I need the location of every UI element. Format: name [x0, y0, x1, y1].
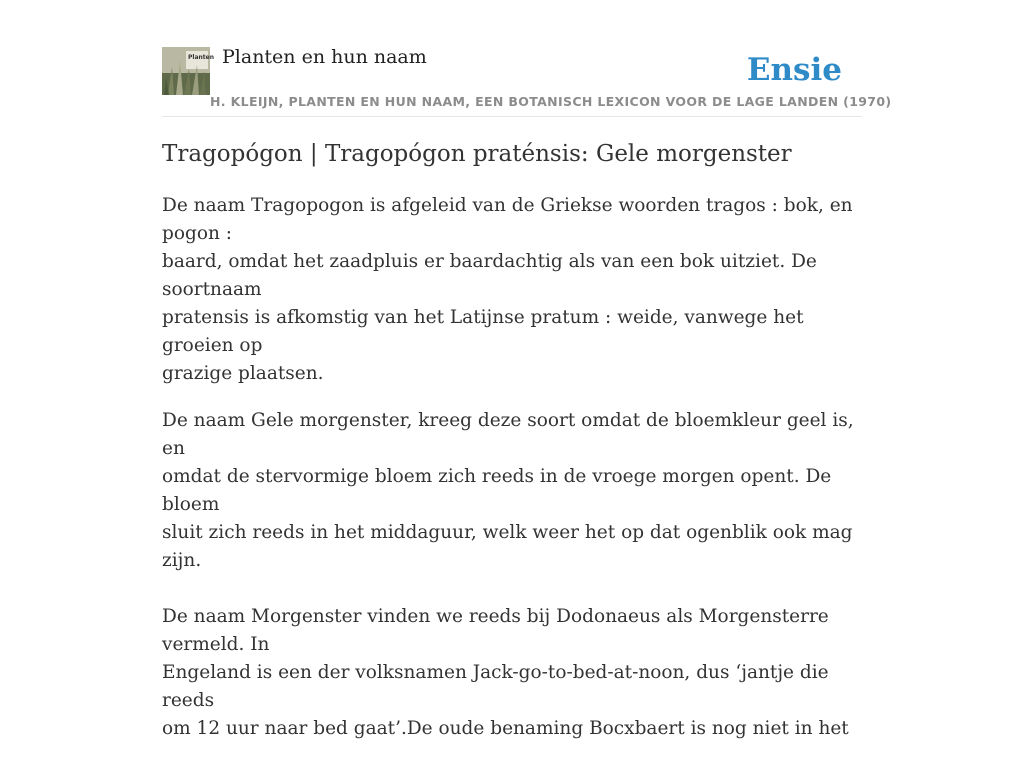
entry-paragraph: De naam Morgenster vinden we reeds bij Dodonaeus als Morgensterre vermeld. In Engeland is een der volksnamen Jack-go-to-bed-at-noon, dus ‘jantje die reeds om 12 uur naar bed gaat’.De oude benaming Bocxbaert is nog niet in het [162, 606, 849, 739]
book-title[interactable]: Planten en hun naam [222, 46, 427, 68]
avatar-cover-text: Planten [188, 54, 214, 61]
entry-paragraph: De naam Gele morgenster, kreeg deze soort omdat de bloemkleur geel is, en omdat de stervormige bloem zich reeds in de vroege morgen opent. De bloem sluit zich reeds in het middaguur, welk weer het op dat ogenblik ook mag zijn. [162, 410, 854, 571]
entry-paragraph: De naam Tragopogon is afgeleid van de Griekse woorden tragos : bok, en pogon : baard, omdat het zaadpluis er baardachtig als van een bok uitziet. De soortnaam pratensis is afkomstig van het Latijnse pratum : weide, vanwege het groeien op grazige plaatsen. [162, 195, 853, 384]
source-citation: H. KLEIJN, PLANTEN EN HUN NAAM, EEN BOTANISCH LEXICON VOOR DE LAGE LANDEN (1970) [210, 94, 892, 109]
ensie-logo[interactable]: Ensie [746, 52, 842, 88]
book-cover-icon [162, 47, 214, 95]
site-header [162, 44, 892, 117]
book-cover-avatar[interactable] [162, 47, 214, 95]
entry-title: Tragopógon | Tragopógon praténsis: Gele morgenster [162, 141, 792, 167]
entry-content [162, 192, 872, 762]
